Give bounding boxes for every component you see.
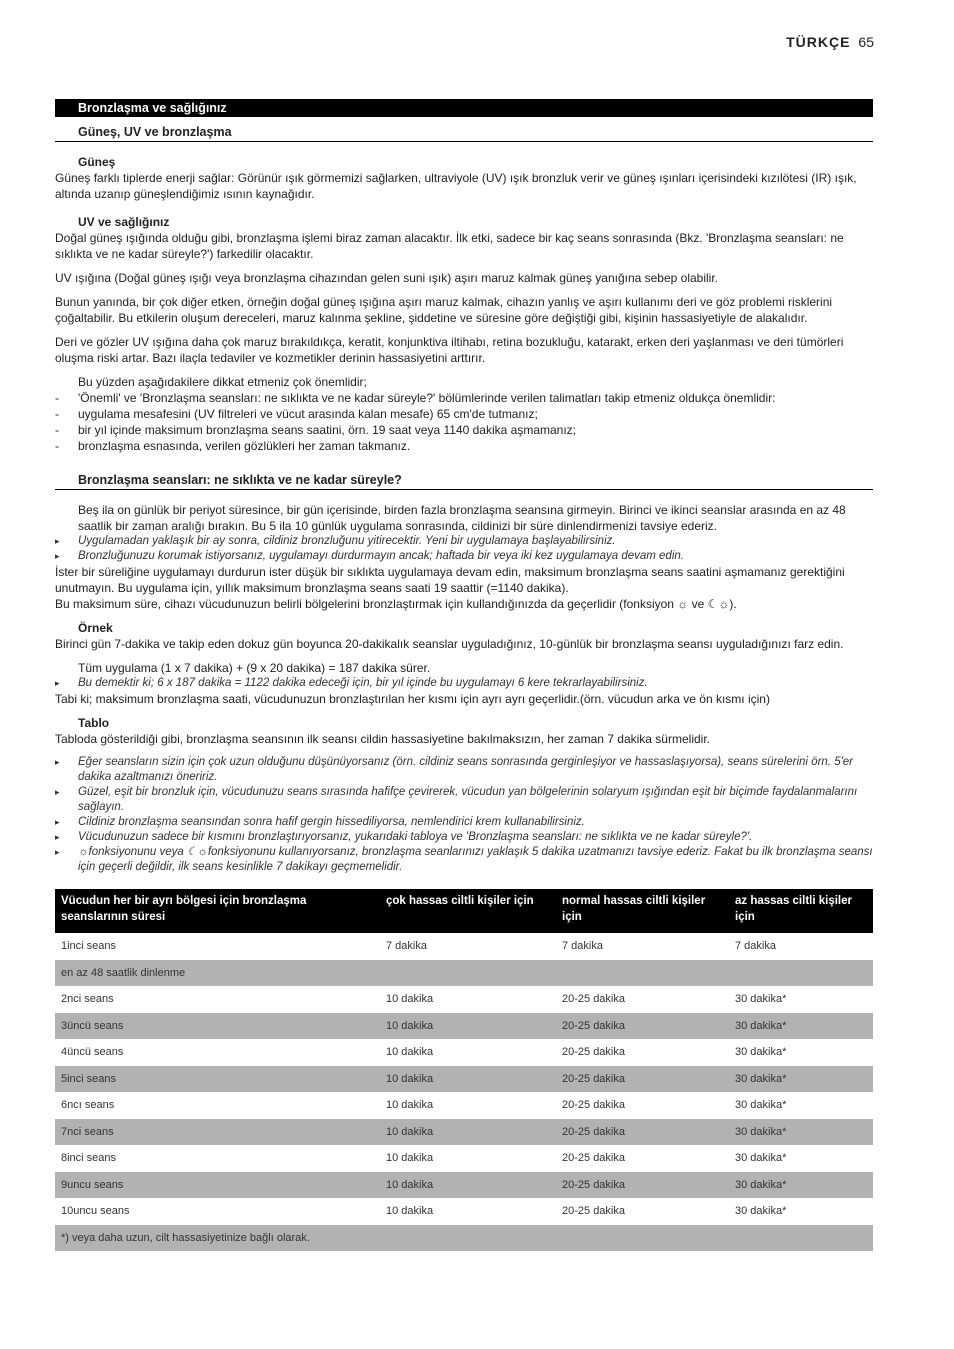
table-cell: 10 dakika xyxy=(386,1205,434,1218)
table-cell: 10uncu seans xyxy=(61,1205,130,1218)
table-cell: 20-25 dakika xyxy=(556,1172,729,1199)
page-number: 65 xyxy=(858,34,874,50)
table-cell: 2nci seans xyxy=(61,993,114,1006)
table-cell: 30 dakika* xyxy=(735,1046,787,1059)
uv-paragraph: UV ışığına (Doğal güneş ışığı veya bronzlaşma cihazından gelen suni ışık) aşırı maruz kalmak güneş yanığına sebep olabilir. xyxy=(55,271,719,285)
table-cell: 4üncü seans xyxy=(61,1046,124,1059)
table-row xyxy=(55,1039,873,1066)
subsection-title-uv: Güneş, UV ve bronzlaşma xyxy=(55,117,873,142)
table-cell: 10 dakika xyxy=(380,1119,556,1146)
tablo-text: Tabloda gösterildiği gibi, bronzlaşma seansının ilk seansı cildin hassasiyetine bakılmaksızın, her zaman 7 dakika sürmelidir. xyxy=(55,732,710,746)
list-item: - uygulama mesafesini (UV filtreleri ve vücut arasında kalan mesafe) 65 cm'de tutmanız; xyxy=(55,406,873,422)
table-cell: 20-25 dakika xyxy=(556,1119,729,1146)
sessions-paragraph: İster bir süreliğine uygulamayı durdurun ister düşük bir sıklıkta uygulamaya devam edin, maksimum bronzlaşma seans saatini aşmamanız gerektiğini unutmayın. Bu uygulama için, yıllık maksimum bronzlaşma seans saati 19 saattir (=1140 dakika). xyxy=(55,565,845,595)
table-cell: 30 dakika* xyxy=(729,1119,873,1146)
table-cell: 10 dakika xyxy=(380,1172,556,1199)
table-row xyxy=(55,1092,873,1119)
table-cell: 1inci seans xyxy=(61,940,117,953)
table-cell: 30 dakika* xyxy=(735,993,787,1006)
uv-list xyxy=(55,390,873,454)
table-cell: 30 dakika* xyxy=(735,1099,787,1112)
table-cell: 10 dakika xyxy=(386,1046,434,1059)
uv-intro: Bu yüzden aşağıdakilere dikkat etmeniz çok önemlidir; xyxy=(78,375,367,389)
page-header xyxy=(786,34,874,50)
table-cell: 3üncü seans xyxy=(55,1013,380,1040)
tip-item: ▸ Bu demektir ki; 6 x 187 dakika = 1122 dakika edeceği için, bir yıl içinde bu uygulamayı 6 kere tekrarlayabilirsiniz. xyxy=(55,676,873,691)
table-cell: 20-25 dakika xyxy=(562,1099,625,1112)
table-cell: 10 dakika xyxy=(380,1013,556,1040)
uv-paragraph: Deri ve gözler UV ışığına daha çok maruz bırakıldıkça, keratit, konjunktiva iltihabı, retina bozukluğu, katarakt, erken deri yaşlanması ve deri tümörleri oluşma riski artar. Bazı ilaçla tedaviler ve kozmetikler derinin hassasiyetini arttırır. xyxy=(55,335,844,365)
ornek-heading: Örnek xyxy=(78,621,113,635)
table-cell: 10 dakika xyxy=(386,1152,434,1165)
table-cell: 30 dakika* xyxy=(729,1013,873,1040)
uv-paragraph: Doğal güneş ışığında olduğu gibi, bronzlaşma işlemi biraz zaman alacaktır. İlk etki, sadece bir kaç seans sonrasında (Bkz. 'Bronzlaşma seansları: ne sıklıkta ve ne kadar süreyle?') farkedilir olacaktır. xyxy=(55,231,844,261)
table-cell: 20-25 dakika xyxy=(562,1046,625,1059)
table-cell: 30 dakika* xyxy=(729,1066,873,1093)
table-footnote: *) veya daha uzun, cilt hassasiyetinize bağlı olarak. xyxy=(55,1225,873,1252)
tip-item: ▸ Bronzluğunuzu korumak istiyorsanız, uygulamayı durdurmayın ancak; haftada bir veya iki kez uygulamaya devam edin. xyxy=(55,549,873,564)
tip-item: ▸ ☼fonksiyonunu veya ☾☼fonksiyonunu kullanıyorsanız, bronzlaşma seanlarınızı yaklaşık 5 dakika uzatmanızı tavsiye ederiz. Fakat bu ilk bronzlaşma seansı için geçerli değildir, ilk seans kesinlikle 7 dakikayı geçmemelidir. xyxy=(55,845,873,875)
table-row xyxy=(55,986,873,1013)
language-label: TÜRKÇE xyxy=(786,34,851,50)
section-title: Bronzlaşma ve sağlığınız xyxy=(55,99,873,117)
ornek-note: Tabi ki; maksimum bronzlaşma saati, vücudunuzun bronzlaştırılan her kısmı için ayrı ayrı geçerlidir.(örn. vücudun arka ve ön kısmı için) xyxy=(55,692,770,706)
table-header-cell: az hassas ciltli kişiler için xyxy=(729,889,873,933)
table-row xyxy=(55,933,873,960)
sessions-tips xyxy=(55,534,873,564)
table-cell: 10 dakika xyxy=(380,1066,556,1093)
table-cell: 20-25 dakika xyxy=(556,1066,729,1093)
table-cell: 7 dakika xyxy=(562,940,603,953)
sessions-paragraph: Bu maksimum süre, cihazı vücudunuzun belirli bölgelerini bronzlaştırmak için kullandığınızda da geçerlidir (fonksiyon ☼ ve ☾☼). xyxy=(55,597,737,611)
table-cell: 30 dakika* xyxy=(735,1205,787,1218)
table-cell: 7 dakika xyxy=(735,940,776,953)
table-header-cell: çok hassas ciltli kişiler için xyxy=(380,889,556,933)
sessions-paragraph: Beş ila on günlük bir periyot süresince, bir gün içerisinde, birden fazla bronzlaşma seansına girmeyin. Birinci ve ikinci seanslar arasında en az 48 saatlik bir zaman aralığı bırakın. Bu 5 ila 10 günlük uygulama sonrasında, cildinizi bir süre dinlendirmenizi tavsiye ederiz. xyxy=(78,503,846,533)
table-cell: 20-25 dakika xyxy=(562,1205,625,1218)
table-row xyxy=(55,1172,873,1199)
table-cell: 20-25 dakika xyxy=(556,1013,729,1040)
tanning-table xyxy=(55,889,873,1251)
tip-item: ▸ Güzel, eşit bir bronzluk için, vücudunuzu seans sırasında hafifçe çevirerek, vücudun yan bölgelerinin solaryum ışığından eşit bir biçimde faydalanmalarını sağlayın. xyxy=(55,785,873,815)
tip-item: ▸ Vücudunuzun sadece bir kısmını bronzlaştırıyorsanız, yukarıdaki tabloya ve 'Bronzlaşma seansları: ne sıklıkta ve ne kadar süreyle?'. xyxy=(55,830,873,845)
tablo-heading: Tablo xyxy=(78,716,110,730)
table-cell: 30 dakika* xyxy=(735,1152,787,1165)
table-cell: 6ncı seans xyxy=(61,1099,115,1112)
list-item: - 'Önemli' ve 'Bronzlaşma seansları: ne sıklıkta ve ne kadar süreyle?' bölümlerinde verilen talimatları takip etmeniz oldukça önemlidir: xyxy=(55,390,873,406)
ornek-calc: Tüm uygulama (1 x 7 dakika) + (9 x 20 dakika) = 187 dakika sürer. xyxy=(78,661,431,675)
table-row xyxy=(55,1119,873,1146)
uv-paragraph: Bunun yanında, bir çok diğer etken, örneğin doğal güneş ışığına aşırı maruz kalmak, cihazın yanlış ve aşırı kullanımı deri ve göz problemi risklerini çoğaltabilir. Bu etkilerin oluşum dereceleri, maruz kalınma şekline, şiddetine ve süresine göre değiştiği gibi, kişinin hassasiyetiyle de alakalıdır. xyxy=(55,295,833,325)
table-cell: 8inci seans xyxy=(61,1152,117,1165)
table-header-row xyxy=(55,889,873,933)
main-content xyxy=(55,99,873,1251)
tip-item: ▸ Uygulamadan yaklaşık bir ay sonra, cildiniz bronzluğunu yitirecektir. Yeni bir uygulamaya başlayabilirsiniz. xyxy=(55,534,873,549)
table-row xyxy=(55,1066,873,1093)
table-row xyxy=(55,1145,873,1172)
table-cell: 7 dakika xyxy=(386,940,427,953)
ornek-text: Birinci gün 7-dakika ve takip eden dokuz gün boyunca 20-dakikalık seanslar uyguladığınız, 10-günlük bir bronzlaşma seansı uyguladığınızı farz edin. xyxy=(55,637,844,651)
table-row xyxy=(55,1225,873,1252)
table-cell: 9uncu seans xyxy=(55,1172,380,1199)
table-cell: 5inci seans xyxy=(55,1066,380,1093)
table-cell: 20-25 dakika xyxy=(562,1152,625,1165)
table-header-cell: Vücudun her bir ayrı bölgesi için bronzlaşma seanslarının süresi xyxy=(55,889,380,933)
table-cell: 10 dakika xyxy=(386,993,434,1006)
list-item: - bronzlaşma esnasında, verilen gözlükleri her zaman takmanız. xyxy=(55,438,873,454)
ornek-tips xyxy=(55,676,873,691)
tablo-tips xyxy=(55,755,873,875)
table-row xyxy=(55,960,873,987)
rest-note-cell: en az 48 saatlik dinlenme xyxy=(55,960,873,987)
tip-item: ▸ Eğer seansların sizin için çok uzun olduğunu düşünüyorsanız (örn. cildiniz seans sonrasında gerginleşiyor ve hassaslaşıyorsa), seans sürelerini örn. 5'er dakika azaltmanızı öneririz. xyxy=(55,755,873,785)
table-header-cell: normal hassas ciltli kişiler için xyxy=(556,889,729,933)
gunes-heading: Güneş xyxy=(78,155,116,169)
uv-heading: UV ve sağlığınız xyxy=(78,215,170,229)
table-cell: 20-25 dakika xyxy=(562,993,625,1006)
table-row xyxy=(55,1198,873,1225)
subsection-title-sessions: Bronzlaşma seansları: ne sıklıkta ve ne kadar süreyle? xyxy=(55,462,873,490)
table-cell: 7nci seans xyxy=(55,1119,380,1146)
table-row xyxy=(55,1013,873,1040)
gunes-text: Güneş farklı tiplerde enerji sağlar: Görünür ışık görmemizi sağlarken, ultraviyole (UV) ışık bronzluk verir ve güneş ışınları içerisindeki kızılötesi (IR) ışık, altında uzanıp güneşlendiğimiz ısının kaynağıdır. xyxy=(55,171,857,201)
tip-item: ▸ Cildiniz bronzlaşma seansından sonra hafif gergin hissediliyorsa, nemlendirici krem kullanabilirsiniz. xyxy=(55,815,873,830)
table-cell: 10 dakika xyxy=(386,1099,434,1112)
list-item: - bir yıl içinde maksimum bronzlaşma seans saatini, örn. 19 saat veya 1140 dakika aşmamanız; xyxy=(55,422,873,438)
table-cell: 30 dakika* xyxy=(729,1172,873,1199)
